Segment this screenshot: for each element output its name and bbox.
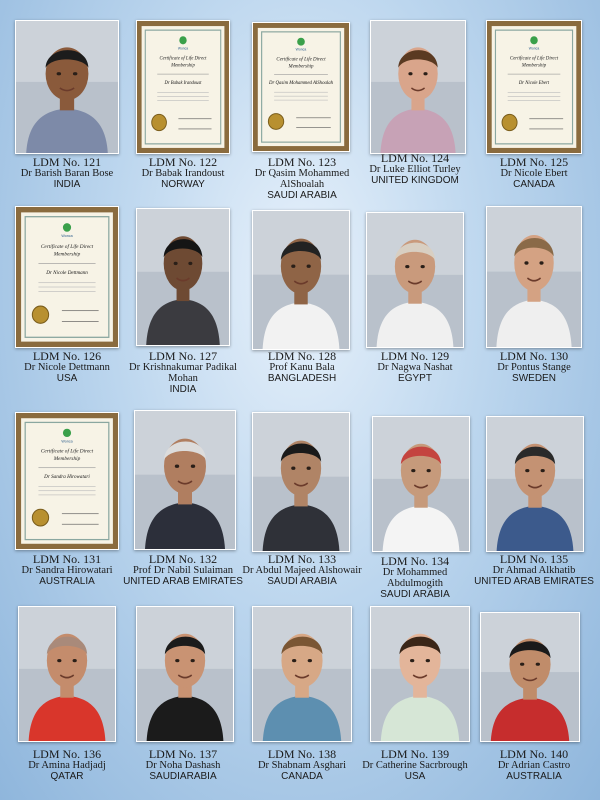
ldm-number: LDM No. 123	[267, 155, 337, 169]
member-photo	[372, 416, 470, 552]
certificate-image	[486, 20, 582, 154]
portrait-illustration	[253, 413, 349, 551]
svg-text:Dr Qasim Mohammed AlShoalah: Dr Qasim Mohammed AlShoalah	[268, 81, 334, 87]
portrait-illustration	[19, 607, 115, 741]
portrait-illustration	[367, 213, 463, 347]
member-caption	[354, 350, 476, 384]
member-name: Dr Ahmad Alkhatib	[492, 565, 576, 576]
member-country: BANGLADESH	[267, 373, 337, 384]
svg-text:Wonca: Wonca	[61, 234, 73, 239]
member-caption	[122, 553, 244, 587]
svg-text:Wonca: Wonca	[61, 439, 73, 444]
certificate-illustration	[16, 207, 118, 347]
member-country: INDIA	[169, 384, 197, 395]
member-country: QATAR	[50, 771, 84, 782]
ldm-number: LDM No. 137	[148, 747, 218, 761]
ldm-number: LDM No. 122	[148, 155, 218, 169]
member-name: Dr Catherine Sacrbrough	[362, 760, 468, 771]
certificate-illustration	[137, 21, 229, 153]
member-caption	[241, 553, 363, 587]
member-caption	[241, 156, 363, 201]
svg-text:Membership: Membership	[288, 63, 314, 70]
member-country: UNITED ARAB EMIRATES	[474, 576, 594, 587]
member-country: SAUDI ARABIA	[380, 589, 450, 600]
member-country: USA	[56, 373, 78, 384]
member-photo	[136, 208, 230, 346]
portrait-illustration	[371, 607, 469, 741]
member-name: Dr Luke Elliot Turley	[369, 164, 461, 175]
member-name: Dr Noha Dashash	[145, 760, 221, 771]
member-caption	[241, 748, 363, 782]
svg-text:Dr Nicole Ebert: Dr Nicole Ebert	[518, 80, 550, 87]
svg-text:Certificate of Life Direct: Certificate of Life Direct	[276, 56, 326, 63]
member-photo	[366, 212, 464, 348]
member-caption	[6, 748, 128, 782]
member-photo	[486, 416, 584, 552]
member-name: Dr Sandra Hirowatari	[21, 565, 113, 576]
member-caption	[473, 553, 595, 587]
member-name: Dr Mohammed Abdulmogith	[382, 567, 448, 589]
member-caption	[354, 555, 476, 600]
member-name: Dr Nicole Dettmann	[24, 362, 110, 373]
member-name: Dr Nagwa Nashat	[377, 362, 453, 373]
ldm-number: LDM No. 138	[267, 747, 337, 761]
ldm-number: LDM No. 135	[499, 552, 569, 566]
member-country: INDIA	[53, 179, 81, 190]
member-name: Dr Barish Baran Bose	[20, 168, 114, 179]
certificate-image	[136, 20, 230, 154]
member-photo	[486, 206, 582, 348]
member-country: UNITED KINGDOM	[371, 175, 459, 186]
portrait-illustration	[373, 417, 469, 551]
member-caption	[122, 748, 244, 782]
certificate-image	[15, 412, 119, 550]
svg-text:Certificate of Life Direct: Certificate of Life Direct	[40, 448, 94, 455]
ldm-number: LDM No. 140	[499, 747, 569, 761]
member-name: Prof Dr Nabil Sulaiman	[132, 565, 234, 576]
portrait-illustration	[16, 21, 118, 153]
member-country: SAUDI ARABIA	[267, 576, 337, 587]
member-photo	[252, 606, 352, 742]
svg-text:Wonca: Wonca	[177, 46, 189, 51]
member-photo	[15, 20, 119, 154]
ldm-number: LDM No. 132	[148, 552, 218, 566]
ldm-number: LDM No. 128	[267, 349, 337, 363]
member-caption	[473, 156, 595, 190]
member-name: Dr Babak Irandoust	[141, 168, 225, 179]
member-caption	[6, 156, 128, 190]
member-caption	[354, 748, 476, 782]
member-country: USA	[404, 771, 426, 782]
member-caption	[122, 156, 244, 190]
ldm-number: LDM No. 125	[499, 155, 569, 169]
svg-text:Wonca: Wonca	[295, 47, 307, 52]
member-name: Dr Nicole Ebert	[500, 168, 568, 179]
svg-text:Certificate of Life Direct: Certificate of Life Direct	[40, 243, 94, 250]
member-caption	[473, 350, 595, 384]
portrait-illustration	[137, 209, 229, 345]
member-name: Dr Amina Hadjadj	[28, 760, 106, 771]
ldm-number: LDM No. 129	[380, 349, 450, 363]
member-photo	[252, 412, 350, 552]
member-photo	[370, 20, 466, 154]
member-photo	[370, 606, 470, 742]
ldm-number: LDM No. 136	[32, 747, 102, 761]
member-country: AUSTRALIA	[506, 771, 562, 782]
member-name: Dr Qasim Mohammed AlShoalah	[254, 168, 350, 190]
svg-text:Dr Nicole Dettmann: Dr Nicole Dettmann	[46, 269, 88, 276]
portrait-illustration	[137, 607, 233, 741]
member-country: SWEDEN	[512, 373, 556, 384]
member-caption	[122, 350, 244, 395]
certificate-illustration	[16, 413, 118, 549]
ldm-number: LDM No. 139	[380, 747, 450, 761]
member-country: UNITED ARAB EMIRATES	[123, 576, 243, 587]
svg-text:Certificate of Life Direct: Certificate of Life Direct	[159, 56, 207, 62]
svg-text:Membership: Membership	[521, 62, 547, 69]
member-name: Dr Krishnakumar Padikal Mohan	[129, 362, 237, 384]
member-caption	[6, 350, 128, 384]
member-country: AUSTRALIA	[39, 576, 95, 587]
ldm-number: LDM No. 121	[32, 155, 102, 169]
member-photo	[136, 606, 234, 742]
ldm-number: LDM No. 130	[499, 349, 569, 363]
member-country: EGYPT	[398, 373, 432, 384]
ldm-number: LDM No. 127	[148, 349, 218, 363]
svg-text:Membership: Membership	[171, 63, 195, 69]
portrait-illustration	[371, 21, 465, 153]
portrait-illustration	[487, 207, 581, 347]
member-country: SAUDI ARABIA	[267, 190, 337, 201]
member-country: CANADA	[281, 771, 323, 782]
ldm-number: LDM No. 131	[32, 552, 102, 566]
member-name: Dr Adrian Castro	[497, 760, 571, 771]
svg-text:Wonca: Wonca	[528, 46, 540, 51]
member-name: Prof Kanu Bala	[269, 362, 335, 373]
member-country: NORWAY	[161, 179, 205, 190]
member-country: CANADA	[513, 179, 555, 190]
ldm-number: LDM No. 134	[380, 554, 450, 568]
svg-text:Membership: Membership	[53, 456, 81, 463]
member-name: Dr Shabnam Asghari	[257, 760, 347, 771]
member-name: Dr Pontus Stange	[497, 362, 571, 373]
member-country: SAUDIARABIA	[149, 771, 217, 782]
member-caption	[354, 152, 476, 186]
certificate-illustration	[253, 23, 349, 151]
certificate-image	[252, 22, 350, 152]
certificate-illustration	[487, 21, 581, 153]
portrait-illustration	[481, 613, 579, 741]
member-photo	[480, 612, 580, 742]
member-photo	[252, 210, 350, 350]
ldm-number: LDM No. 133	[267, 552, 337, 566]
portrait-illustration	[487, 417, 583, 551]
member-caption	[241, 350, 363, 384]
ldm-number: LDM No. 126	[32, 349, 102, 363]
member-name: Dr Abdul Majeed Alshowair	[242, 565, 362, 576]
portrait-illustration	[135, 411, 235, 549]
certificate-image	[15, 206, 119, 348]
member-photo	[134, 410, 236, 550]
portrait-illustration	[253, 211, 349, 349]
member-caption	[473, 748, 595, 782]
portrait-illustration	[253, 607, 351, 741]
ldm-number: LDM No. 124	[380, 151, 450, 165]
svg-text:Certificate of Life Direct: Certificate of Life Direct	[509, 55, 559, 62]
member-photo	[18, 606, 116, 742]
member-caption	[6, 553, 128, 587]
svg-text:Membership: Membership	[53, 251, 81, 258]
svg-text:Dr Babak Irandoust: Dr Babak Irandoust	[164, 80, 202, 87]
svg-text:Dr Sandra Hirowatari: Dr Sandra Hirowatari	[44, 473, 90, 480]
